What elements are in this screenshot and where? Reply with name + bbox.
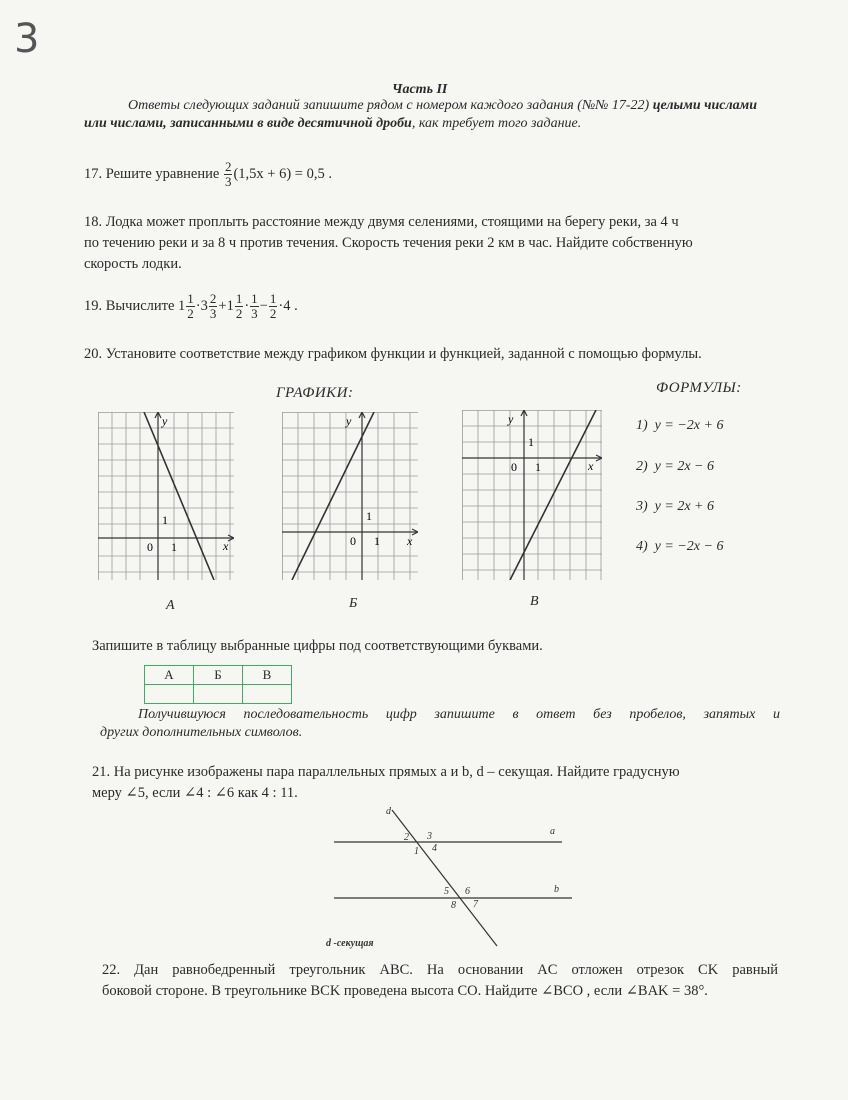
parallel-lines-diagram (322, 800, 592, 952)
svg-text:1: 1 (374, 534, 380, 548)
formulas-title: ФОРМУЛЫ: (656, 380, 742, 396)
task-19: 19. Вычислите 1 $\frac{1}{2}$ ·3 $\frac{2}{3}$ +1 $\frac{1}{2}$ · $\frac{1}{3}$ − $\frac{1}{2}$ ·4 . (84, 291, 298, 321)
svg-text:1: 1 (162, 513, 168, 527)
answer-note: Получившуюся последовательность цифр запишите в ответ без пробелов, запятых и других дополнительных символов. (100, 707, 780, 740)
svg-text:1: 1 (414, 846, 419, 857)
answer-cell-b[interactable] (194, 685, 243, 704)
graph-v (462, 410, 602, 580)
graph-b (282, 412, 418, 580)
svg-text:0: 0 (147, 540, 153, 554)
svg-text:b: b (554, 884, 559, 895)
fraction: $\frac{2}{3}$ (224, 159, 232, 189)
answer-cell-v[interactable] (243, 685, 292, 704)
answer-header-b: Б (194, 666, 243, 685)
line-d (392, 810, 497, 946)
svg-text:x: x (588, 459, 594, 473)
task-20-text: 20. Установите соответствие между графиком функции и функцией, заданной с помощью формулы. (84, 346, 702, 362)
answer-header-a: А (145, 666, 194, 685)
svg-text:5: 5 (444, 886, 449, 897)
svg-text:1: 1 (366, 509, 372, 523)
instructions: Ответы следующих заданий запишите рядом с номером каждого задания (№№ 17-22) целыми числами или числами, записанными в виде десятичной дроби, как требует того задание. (84, 98, 758, 131)
answer-table (144, 665, 292, 704)
svg-text:1: 1 (535, 460, 541, 474)
graph-v-line (510, 410, 596, 580)
formula-3: 3) y = 2x + 6 (636, 499, 714, 514)
formula-1: 1) y = −2x + 6 (636, 418, 724, 433)
graph-a-label: А (166, 598, 175, 613)
svg-text:8: 8 (451, 900, 456, 911)
graph-a-line (144, 412, 214, 580)
svg-text:y: y (162, 414, 168, 428)
task-17: 17. Решите уравнение $\frac{2}{3}$ (1,5x + 6) = 0,5 . (84, 159, 332, 189)
svg-text:4: 4 (432, 843, 437, 854)
svg-text:0: 0 (350, 534, 356, 548)
graph-a (98, 412, 234, 580)
diagram-caption: d -секущая (326, 938, 374, 949)
svg-text:1: 1 (528, 435, 534, 449)
svg-text:6: 6 (465, 886, 470, 897)
task-21: 21. На рисунке изображены пара параллельных прямых a и b, d – секущая. Найдите градусную меру ∠5, если ∠4 : ∠6 как 4 : 11. (92, 764, 680, 801)
graphs-title: ГРАФИКИ: (276, 385, 354, 401)
svg-text:x: x (223, 539, 229, 553)
svg-text:a: a (550, 826, 555, 837)
formula-2: 2) y = 2x − 6 (636, 459, 714, 474)
svg-text:2: 2 (404, 832, 409, 843)
svg-text:y: y (508, 412, 514, 426)
part-title: Часть II (392, 82, 448, 97)
svg-text:x: x (407, 534, 413, 548)
formula-4: 4) y = −2x − 6 (636, 539, 724, 554)
svg-text:3: 3 (427, 831, 432, 842)
graph-b-label: Б (349, 596, 358, 611)
graph-v-label: В (530, 594, 539, 609)
svg-text:y: y (346, 414, 352, 428)
answer-header-v: В (243, 666, 292, 685)
svg-text:1: 1 (171, 540, 177, 554)
svg-text:0: 0 (511, 460, 517, 474)
svg-text:7: 7 (473, 899, 478, 910)
page-number: 3 (14, 16, 40, 62)
svg-text:d: d (386, 806, 391, 817)
table-prompt: Запишите в таблицу выбранные цифры под соответствующими буквами. (92, 638, 543, 654)
task-18: 18. Лодка может проплыть расстояние между двумя селениями, стоящими на берегу реки, за 4 ч по течению реки и за 8 ч против течения. Скорость течения реки 2 км в час. Найдите собственную скорость лодки. (84, 214, 693, 272)
answer-cell-a[interactable] (145, 685, 194, 704)
task-22: 22. Дан равнобедренный треугольник ABC. На основании AC отложен отрезок CK равный боковой стороне. В треугольнике BCK проведена высота CO. Найдите ∠BCO , если ∠BAK = 38°. (102, 962, 778, 999)
